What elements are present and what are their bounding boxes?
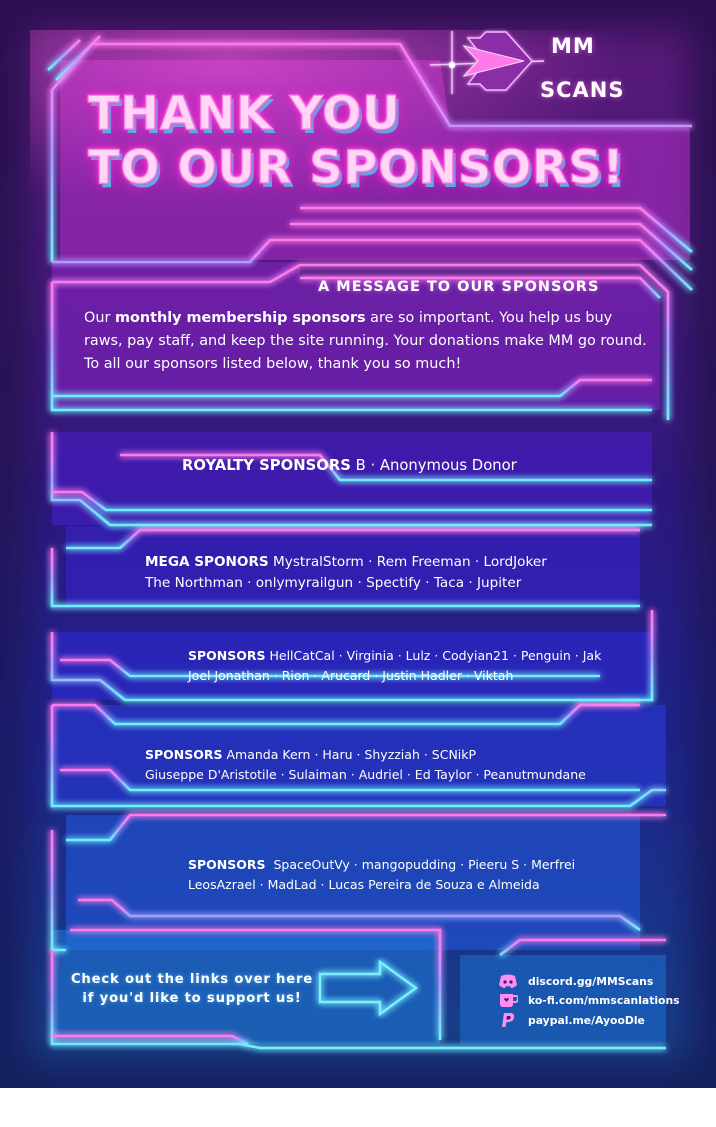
support-cta — [66, 970, 318, 1008]
paypal-link-text: paypal.me/AyooDle — [528, 1013, 645, 1027]
mega-sponsors — [145, 552, 547, 594]
page-title-line-2: TO OUR SPONSORS! — [88, 140, 625, 194]
discord-link[interactable] — [498, 972, 653, 990]
tier-names: HellCatCal · Virginia · Lulz · Codyian21 · Penguin · Jak — [265, 648, 602, 663]
message-body — [84, 307, 649, 376]
royalty-sponsors — [182, 457, 517, 474]
tier-names: MystralStorm · Rem Freeman · LordJoker — [268, 554, 547, 570]
tier-names: SpaceOutVy · mangopudding · Pieeru S · Merfrei — [265, 857, 576, 872]
message-bold: monthly membership sponsors — [114, 310, 366, 326]
arrow-star-logo-icon — [428, 28, 546, 98]
tier-label: SPONSORS — [145, 747, 223, 762]
paypal-link[interactable] — [498, 1011, 645, 1029]
tier-names-2: The Northman · onlymyrailgun · Spectify · Taca · Jupiter — [145, 575, 522, 591]
tier-names-2: LeosAzrael · MadLad · Lucas Pereira de Souza e Almeida — [188, 876, 540, 892]
message-intro: Our — [84, 310, 115, 326]
tier-names-2: Giuseppe D'Aristotile · Sulaiman · Audriel · Ed Taylor · Peanutmundane — [145, 766, 586, 782]
right-arrow-icon — [320, 962, 416, 1014]
message-rest: are so important. You help us buy raws, pay staff, and keep the site running. Your donations make MM go round. To all our sponsors listed below, thank you so much! — [84, 310, 647, 372]
logo-line-scans: SCANS — [540, 78, 625, 102]
tier-label: MEGA SPONORS — [145, 554, 269, 570]
sponsors-group-3 — [188, 855, 575, 894]
tier-label: ROYALTY SPONSORS — [182, 457, 351, 474]
discord-icon — [498, 973, 518, 989]
cta-line-2: if you'd like to support us! — [82, 991, 302, 1006]
tier-names: B · Anonymous Donor — [350, 457, 517, 474]
page-title-line-1: THANK YOU — [88, 86, 401, 140]
kofi-cup-icon — [498, 992, 518, 1008]
tier-label: SPONSORS — [188, 857, 266, 872]
kofi-link[interactable] — [498, 991, 680, 1009]
kofi-link-text: ko-fi.com/mmscanlations — [528, 993, 680, 1007]
tier-names-2: Joel Jonathan · Rion · Arucard · Justin Hadler · Viktah — [188, 667, 514, 683]
cta-line-1: Check out the links over here — [70, 972, 314, 987]
sponsors-group-1 — [188, 646, 601, 685]
message-heading: A MESSAGE TO OUR SPONSORS — [318, 279, 600, 295]
tier-names: Amanda Kern · Haru · Shyzziah · SCNikP — [222, 747, 477, 762]
discord-link-text: discord.gg/MMScans — [528, 974, 654, 988]
tier-label: SPONSORS — [188, 648, 266, 663]
paypal-icon — [498, 1012, 518, 1028]
logo-line-mm: MM — [551, 34, 595, 58]
sponsors-group-2 — [145, 745, 586, 784]
